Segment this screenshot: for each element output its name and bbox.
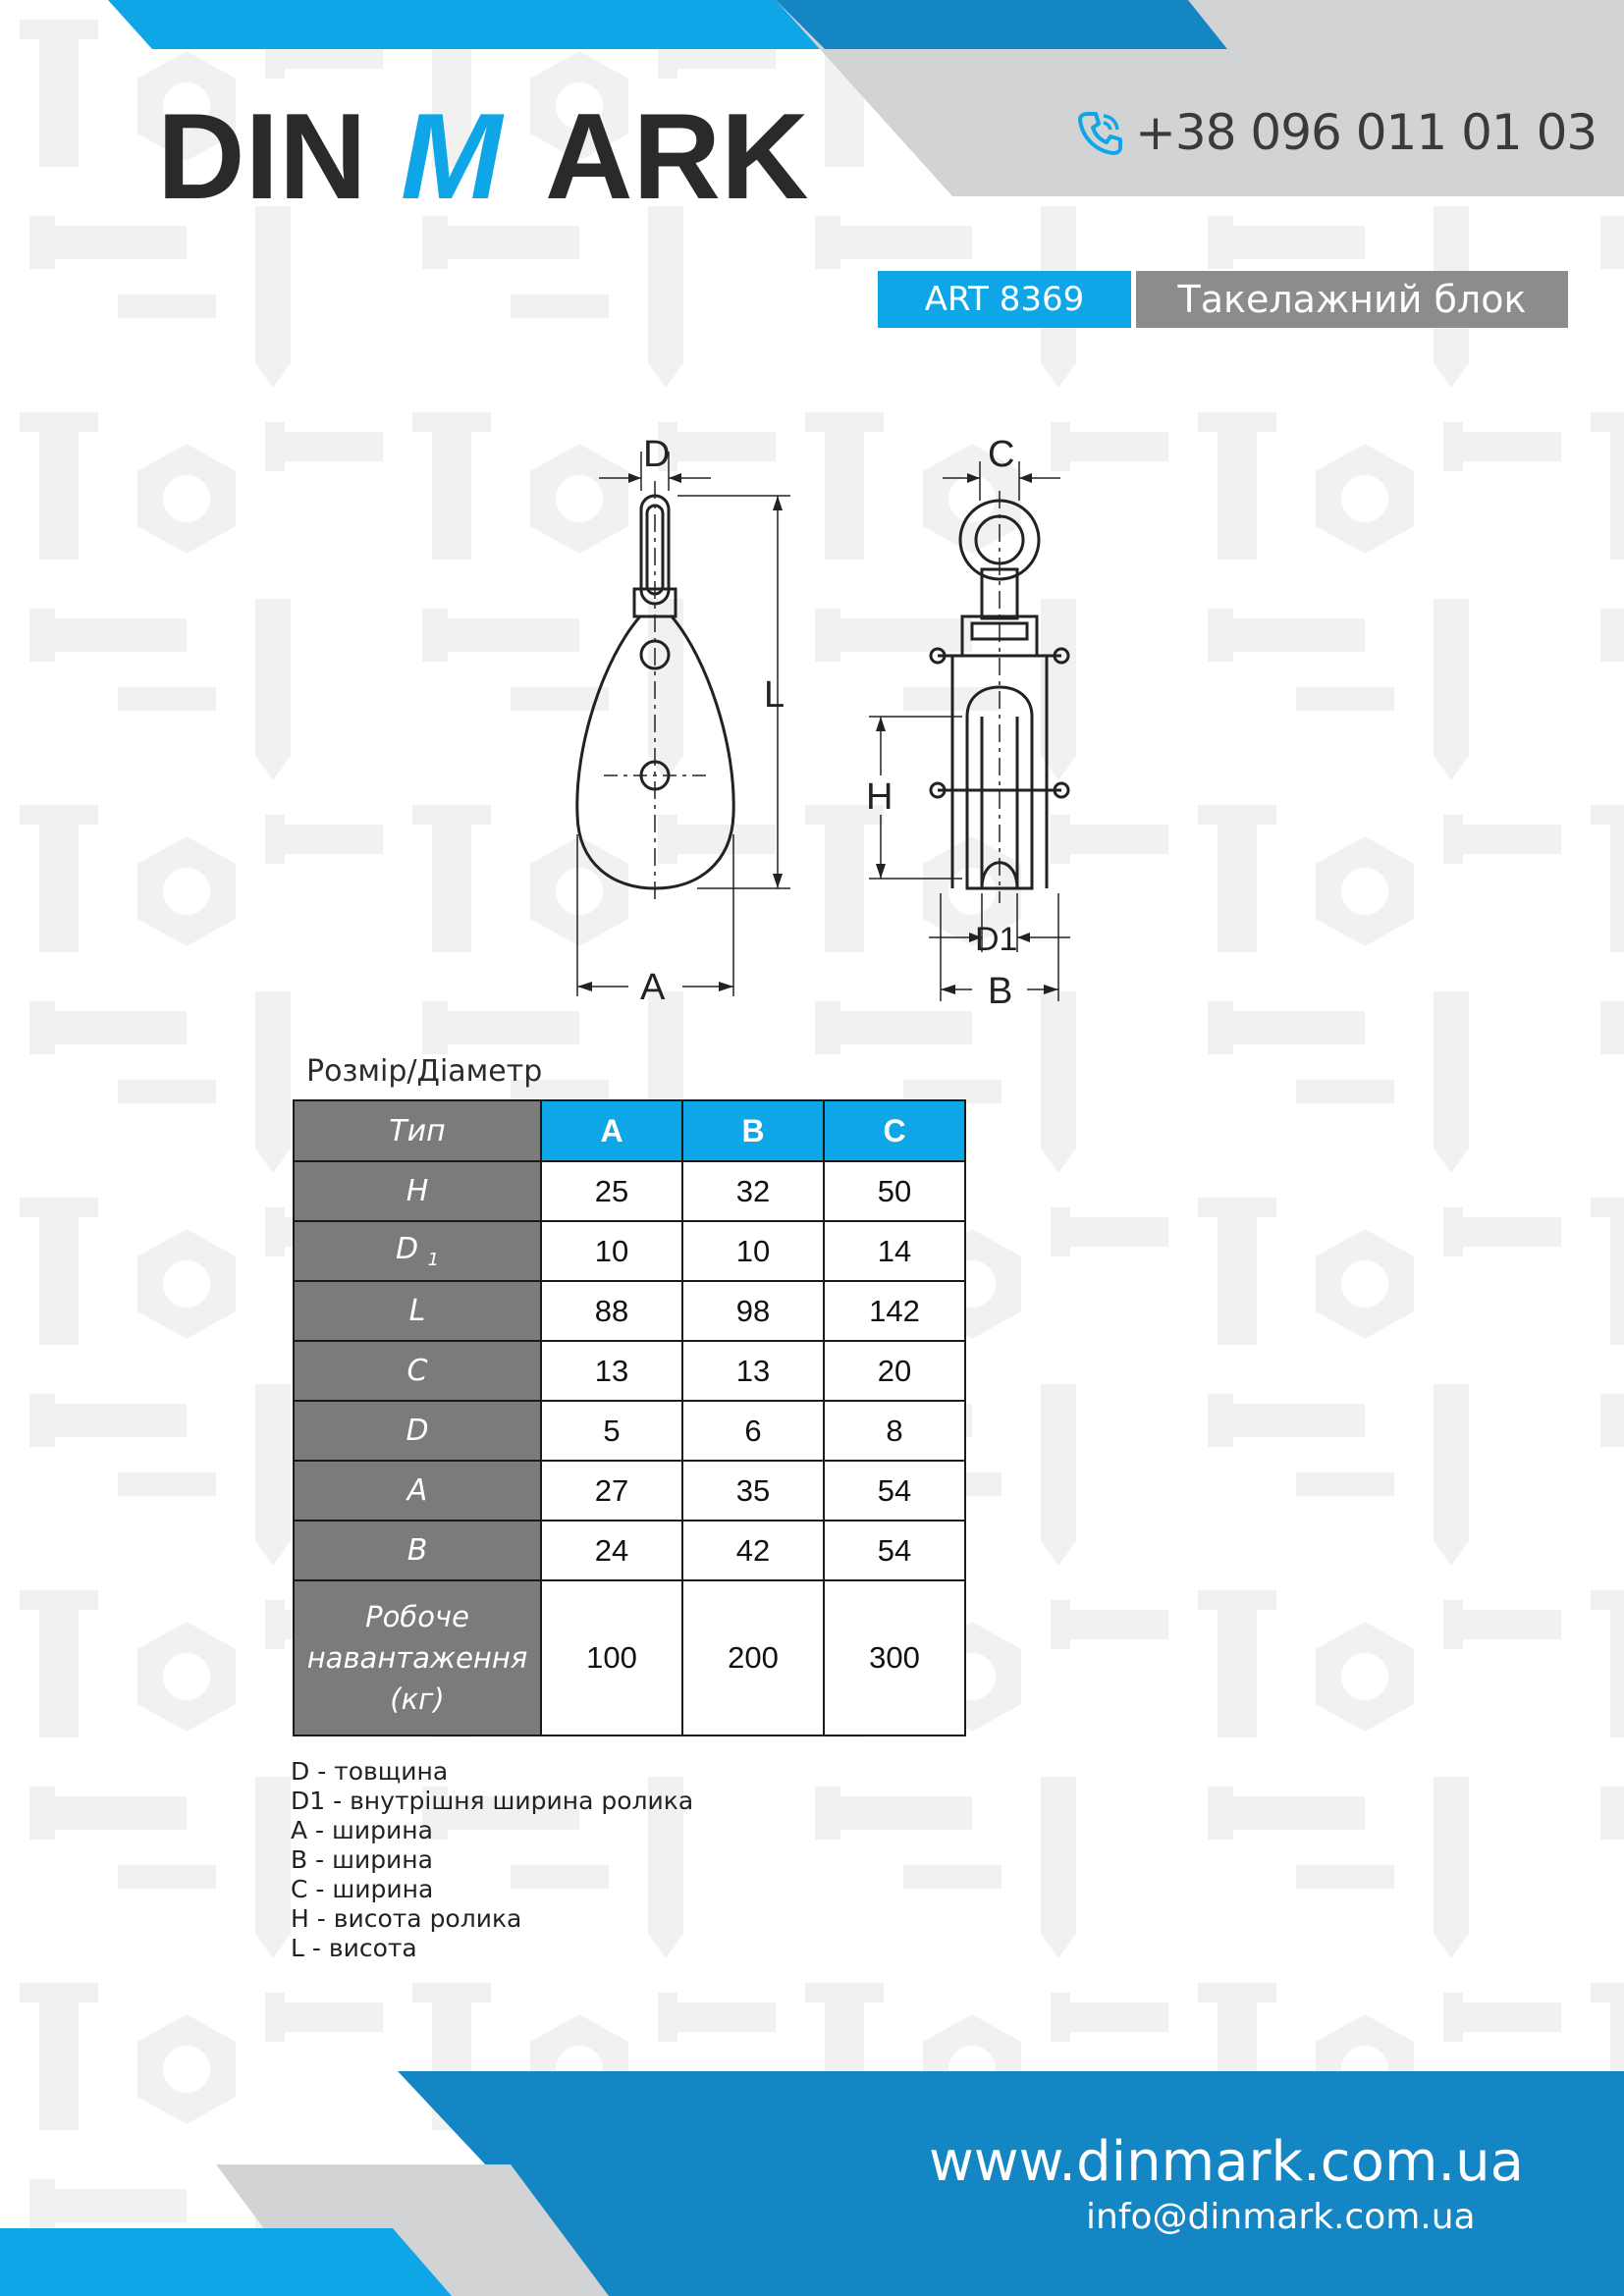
cell-l-a: 88 bbox=[541, 1281, 682, 1341]
row-label-d: D bbox=[294, 1401, 541, 1461]
cell-b-a: 24 bbox=[541, 1521, 682, 1580]
table-row bbox=[294, 1401, 965, 1461]
legend-item: H - висота ролика bbox=[291, 1904, 522, 1933]
cell-l-c: 142 bbox=[824, 1281, 965, 1341]
cell-d-a: 5 bbox=[541, 1401, 682, 1461]
legend-item: C - ширина bbox=[291, 1875, 434, 1903]
cell-c-c: 20 bbox=[824, 1341, 965, 1401]
dinmark-logo bbox=[157, 100, 844, 213]
table-caption: Розмір/Діаметр bbox=[306, 1054, 543, 1089]
product-name-text: Такелажний блок bbox=[1177, 278, 1527, 321]
table-row bbox=[294, 1161, 965, 1221]
cell-d-c: 8 bbox=[824, 1401, 965, 1461]
technical-drawing bbox=[550, 422, 1100, 1011]
column-header-b: B bbox=[682, 1100, 824, 1161]
cell-load-b: 200 bbox=[682, 1580, 824, 1735]
cell-d1-b: 10 bbox=[682, 1221, 824, 1281]
row-label-l: L bbox=[294, 1281, 541, 1341]
row-label-h: H bbox=[294, 1161, 541, 1221]
table-row bbox=[294, 1221, 965, 1281]
row-label-d1-sub: 1 bbox=[427, 1250, 440, 1270]
cell-b-c: 54 bbox=[824, 1521, 965, 1580]
legend-item: A - ширина bbox=[291, 1816, 433, 1844]
working-load-line-2: навантаження bbox=[306, 1641, 528, 1675]
cell-c-a: 13 bbox=[541, 1341, 682, 1401]
column-header-c: C bbox=[824, 1100, 965, 1161]
cell-load-a: 100 bbox=[541, 1580, 682, 1735]
phone-number[interactable] bbox=[1076, 104, 1597, 161]
article-text: ART 8369 bbox=[924, 280, 1085, 319]
legend-item: B - ширина bbox=[291, 1845, 433, 1874]
row-label-a: A bbox=[294, 1461, 541, 1521]
row-label-working-load bbox=[294, 1580, 541, 1735]
dim-label-b: B bbox=[988, 971, 1013, 1011]
dim-label-a: A bbox=[640, 967, 666, 1008]
cell-h-b: 32 bbox=[682, 1161, 824, 1221]
table-row bbox=[294, 1521, 965, 1580]
dim-label-d: D bbox=[643, 434, 671, 475]
cell-a-b: 35 bbox=[682, 1461, 824, 1521]
cell-d1-a: 10 bbox=[541, 1221, 682, 1281]
cell-b-b: 42 bbox=[682, 1521, 824, 1580]
article-number bbox=[878, 271, 1131, 328]
table-row bbox=[294, 1580, 965, 1735]
table-row bbox=[294, 1461, 965, 1521]
table-row bbox=[294, 1281, 965, 1341]
column-header-a: A bbox=[541, 1100, 682, 1161]
row-label-d1 bbox=[294, 1221, 541, 1281]
dim-label-d1: D1 bbox=[975, 921, 1018, 958]
website-link[interactable]: www.dinmark.com.ua bbox=[929, 2130, 1524, 2194]
row-label-c: C bbox=[294, 1341, 541, 1401]
logo-text-din: DIN bbox=[157, 100, 367, 208]
logo-text-ark: ARK bbox=[545, 100, 809, 208]
row-label-d1-main: D bbox=[395, 1232, 419, 1266]
table-corner-type: Тип bbox=[294, 1100, 541, 1161]
working-load-line-1: Робоче bbox=[365, 1600, 469, 1633]
dim-label-l: L bbox=[764, 674, 785, 716]
dim-label-c: C bbox=[988, 434, 1015, 475]
cell-a-c: 54 bbox=[824, 1461, 965, 1521]
cell-c-b: 13 bbox=[682, 1341, 824, 1401]
table-row bbox=[294, 1341, 965, 1401]
legend-item: D - товщина bbox=[291, 1757, 449, 1786]
phone-text: +38 096 011 01 03 bbox=[1135, 104, 1597, 161]
cell-a-a: 27 bbox=[541, 1461, 682, 1521]
row-label-b: B bbox=[294, 1521, 541, 1580]
cell-h-c: 50 bbox=[824, 1161, 965, 1221]
product-name bbox=[1136, 271, 1568, 328]
working-load-line-3: (кг) bbox=[390, 1682, 445, 1716]
spec-table bbox=[293, 1099, 966, 1736]
legend-item: L - висота bbox=[291, 1934, 417, 1962]
cell-d1-c: 14 bbox=[824, 1221, 965, 1281]
phone-icon bbox=[1076, 108, 1125, 157]
table-header-row bbox=[294, 1100, 965, 1161]
legend-item: D1 - внутрішня ширина ролика bbox=[291, 1787, 694, 1815]
cell-d-b: 6 bbox=[682, 1401, 824, 1461]
cell-load-c: 300 bbox=[824, 1580, 965, 1735]
legend bbox=[291, 1757, 693, 1963]
cell-h-a: 25 bbox=[541, 1161, 682, 1221]
dim-label-h: H bbox=[866, 776, 893, 818]
cell-l-b: 98 bbox=[682, 1281, 824, 1341]
logo-text-m: M bbox=[401, 100, 503, 208]
email-link[interactable]: info@dinmark.com.ua bbox=[1086, 2197, 1476, 2237]
